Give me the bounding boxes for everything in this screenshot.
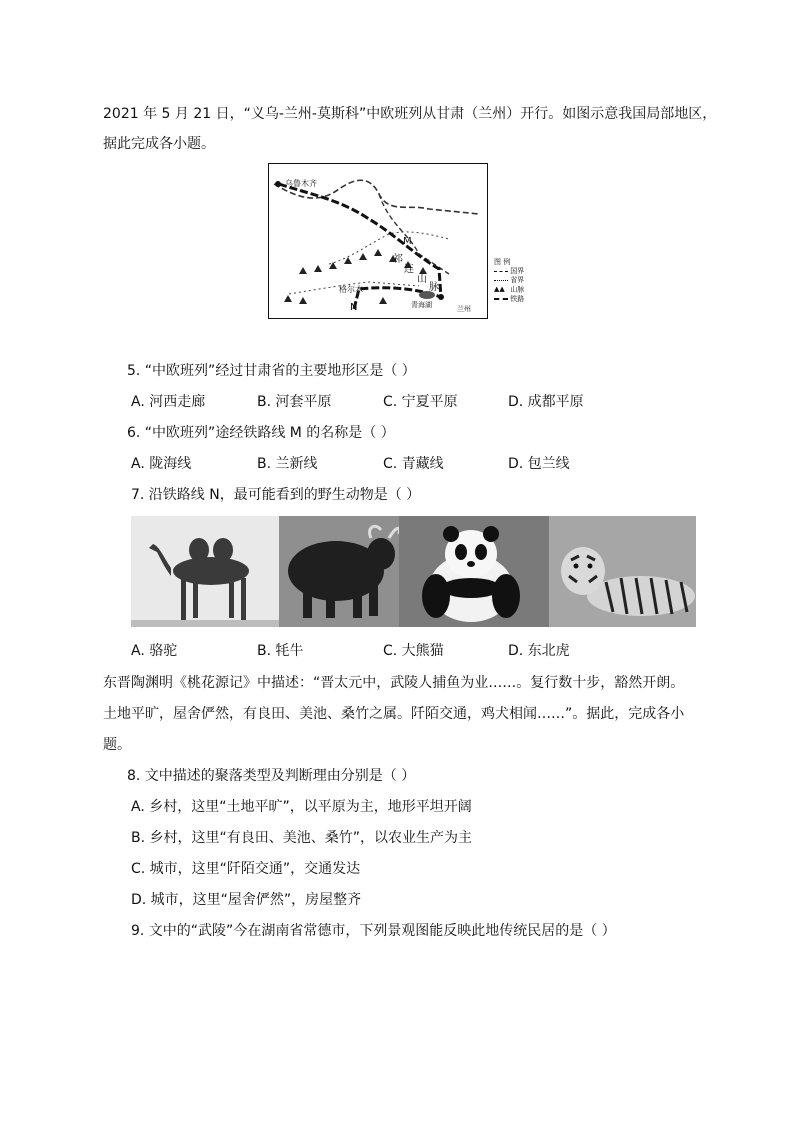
q8-stem: 8. 文中描述的聚落类型及判断理由分别是（ ） (127, 768, 416, 784)
q8-option-a: A. 乡村，这里“土地平旷”，以平原为主，地形平坦开阔 (131, 799, 472, 815)
legend-province: 省界 (510, 276, 525, 284)
q6-option-c: C. 青藏线 (383, 456, 444, 472)
q5-option-d: D. 成都平原 (508, 394, 584, 410)
label-lanzhou: 兰州 (457, 305, 471, 313)
q8-option-b: B. 乡村，这里“有良田、美池、桑竹”，以农业生产为主 (131, 830, 473, 846)
q5-option-b: B. 河套平原 (257, 394, 332, 410)
animal-photos (131, 516, 696, 627)
label-qilian-2: 连 (404, 264, 414, 275)
q6-option-b: B. 兰新线 (257, 456, 318, 472)
q7-option-b: B. 牦牛 (257, 643, 304, 659)
map-figure (268, 163, 488, 319)
intro2-line-3: 题。 (103, 737, 131, 753)
q6-option-a: A. 陇海线 (131, 456, 192, 472)
q6-option-d: D. 包兰线 (508, 456, 570, 472)
label-n: N (350, 302, 358, 313)
urumqi-dot (275, 181, 281, 187)
legend-railway: 铁路 (510, 294, 525, 303)
label-qilian-1: 祁 (393, 254, 403, 265)
q7-option-d: D. 东北虎 (508, 643, 570, 659)
legend-title: 图 例 (494, 258, 511, 266)
q5-option-c: C. 宁夏平原 (383, 394, 458, 410)
label-qilian-3: 山 (417, 274, 427, 285)
q8-option-c: C. 城市，这里“阡陌交通”，交通发达 (131, 861, 361, 877)
intro2-line-2: 土地平旷，屋舍俨然，有良田、美池、桑竹之属。阡陌交通，鸡犬相闻……”。据此，完成各小 (103, 706, 685, 722)
intro2-line-1: 东晋陶渊明《桃花源记》中描述：“晋太元中，武陵人捕鱼为业……。复行数十步，豁然开朗。 (103, 675, 685, 691)
intro-line-2: 据此完成各小题。 (103, 136, 215, 152)
q6-stem: 6. “中欧班列”途经铁路线 M 的名称是（ ） (127, 425, 395, 441)
q5-stem: 5. “中欧班列”经过甘肃省的主要地形区是（ ） (127, 363, 416, 379)
legend-border: 国界 (510, 267, 525, 275)
map-legend: 图 例 国界 省界 ▲▲ 山脉 铁路 (494, 258, 525, 303)
label-qilian-4: 脉 (429, 282, 439, 293)
label-qinghai-lake: 青海湖 (411, 301, 432, 309)
intro-line-1: 2021 年 5 月 21 日，“义乌-兰州-莫斯科”中欧班列从甘肃（兰州）开行。如图示意我国局部地区， (103, 106, 717, 122)
q7-option-c: C. 大熊猫 (383, 643, 444, 659)
label-m: M (403, 236, 412, 247)
label-urumqi: 乌鲁木齐 (285, 179, 317, 188)
label-golmud: 格尔木 (339, 285, 363, 294)
legend-mountain: 山脉 (510, 285, 525, 294)
q5-option-a: A. 河西走廊 (131, 394, 206, 410)
q7-option-a: A. 骆驼 (131, 643, 178, 659)
q7-stem: 7. 沿铁路线 N，最可能看到的野生动物是（ ） (131, 487, 421, 503)
q8-option-d: D. 城市，这里“屋舍俨然”，房屋整齐 (131, 892, 362, 908)
mountain-symbols (284, 249, 427, 304)
q9-stem: 9. 文中的“武陵”今在湖南省常德市，下列景观图能反映此地传统民居的是（ ） (131, 923, 616, 939)
lanzhou-dot (438, 294, 444, 300)
animal-photos-svg (131, 516, 696, 627)
